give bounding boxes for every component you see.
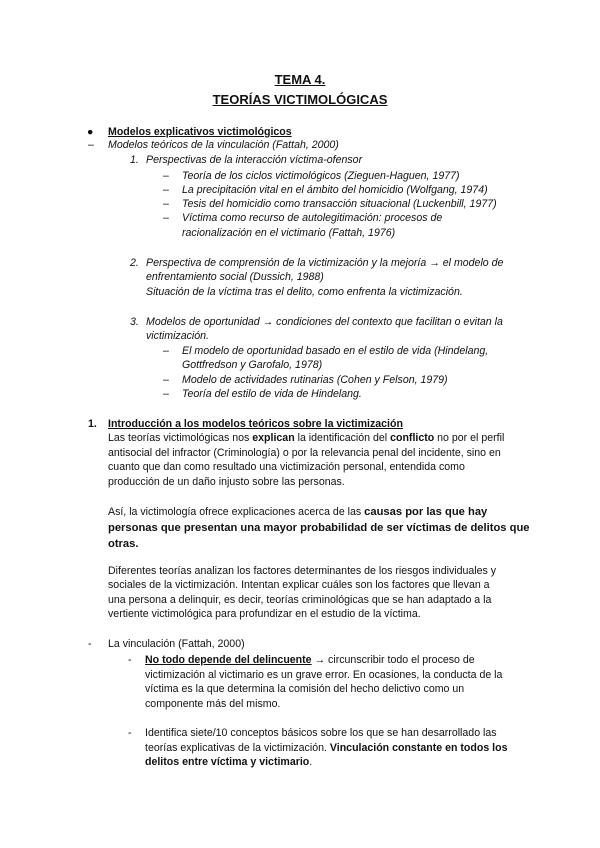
dash-marker: –	[88, 139, 94, 151]
paragraph-line: cuanto que dan como resultado una victimización personal, entendida como	[108, 461, 465, 473]
paragraph-line: componente más del mismo.	[145, 698, 281, 710]
bold-paragraph-line: otras.	[108, 538, 139, 550]
dash-marker: -	[128, 654, 132, 666]
dash-marker: –	[163, 388, 169, 400]
bold-text: No todo depende del delincuente	[145, 654, 312, 666]
section-heading: Introducción a los modelos teóricos sobre la victimización	[108, 418, 403, 430]
perspective-2-line: Situación de la víctima tras el delito, como enfrenta la victimización.	[146, 286, 463, 298]
dash-marker: –	[163, 170, 169, 182]
bold-text: Vinculación constante en todos los	[329, 742, 508, 754]
dash-marker: –	[163, 184, 169, 196]
perspective-3: Modelos de oportunidad → condiciones del contexto que facilitan o evitan la	[146, 316, 503, 328]
paragraph-line	[108, 432, 504, 445]
bold-text: conflicto	[390, 432, 435, 444]
outline-heading: Modelos explicativos victimológicos	[108, 126, 292, 138]
perspective-2: Perspectiva de comprensión de la victimización y la mejoría → el modelo de	[146, 257, 504, 269]
list-item: El modelo de oportunidad basado en el estilo de vida (Hindelang,	[182, 345, 489, 357]
paragraph-line: Identifica siete/10 conceptos básicos sobre los que se han desarrollado las	[145, 727, 497, 739]
paragraph-line: una persona a delinquir, es decir, teorías criminológicas que se han adaptado a la	[108, 594, 492, 606]
paragraph-line: producción de un daño injusto sobre las personas.	[108, 476, 345, 488]
dash-marker: –	[163, 345, 169, 357]
paragraph-line	[145, 742, 507, 755]
dash-marker: –	[163, 374, 169, 386]
dash-marker: -	[88, 638, 92, 650]
dash-marker: –	[163, 212, 169, 224]
paragraph-line: antisocial del infractor (Criminología) o por la relevancia penal del incidente, sino en	[108, 447, 501, 459]
list-number: 1.	[130, 154, 139, 166]
page-title: TEORÍAS VICTIMOLÓGICAS	[212, 92, 388, 107]
bullet-marker: ●	[87, 126, 94, 138]
list-item: La precipitación vital en el ámbito del homicidio (Wolfgang, 1974)	[182, 184, 488, 196]
dash-marker: –	[163, 198, 169, 210]
perspective-2-line: enfrentamiento social (Dussich, 1988)	[146, 271, 324, 283]
list-item: Víctima como recurso de autolegitimación: procesos de	[182, 212, 443, 224]
paragraph-line: vertiente victimológica para profundizar en el estudio de la víctima.	[108, 608, 421, 620]
list-item-continuation: Gottfredson y Garofalo, 1978)	[182, 359, 323, 371]
outline-subheading: Modelos teóricos de la vinculación (Fattah, 2000)	[108, 139, 339, 151]
paragraph-line	[145, 756, 312, 769]
paragraph-line	[108, 506, 487, 519]
list-number: 2.	[130, 257, 139, 269]
list-item: Modelo de actividades rutinarias (Cohen y Felson, 1979)	[182, 374, 448, 386]
paragraph-line: victimización al victimario es un grave error. En ocasiones, la conducta de la	[145, 669, 503, 681]
perspective-3-line: victimización.	[146, 330, 209, 342]
text-span: .	[309, 756, 313, 768]
paragraph-line: víctima es la que determina la comisión del hecho delictivo como un	[145, 683, 465, 695]
topic-number: TEMA 4.	[274, 72, 326, 87]
dash-marker: -	[128, 727, 132, 739]
section-number: 1.	[88, 418, 97, 430]
bold-text: delitos entre víctima y victimario	[145, 756, 310, 768]
text-span: la identificación del	[294, 432, 391, 444]
paragraph-line: Diferentes teorías analizan los factores determinantes de los riesgos individuales y	[108, 565, 497, 577]
paragraph-line: sociales de la victimización. Intentan explicar cuáles son los factores que llevan a	[108, 579, 490, 591]
bold-text: explican	[252, 432, 295, 444]
text-span: teorías explicativas de la victimización.	[145, 742, 330, 754]
paragraph-line	[145, 654, 475, 667]
perspective-1: Perspectivas de la interacción víctima-ofensor	[146, 154, 363, 166]
text-span: → circunscribir todo el proceso de	[311, 654, 475, 666]
bold-paragraph-line: personas que presentan una mayor probabilidad de ser víctimas de delitos que	[108, 522, 530, 534]
list-item: Teoría del estilo de vida de Hindelang.	[182, 388, 362, 400]
bold-text: causas por las que hay	[364, 506, 488, 518]
text-span: Las teorías victimológicas nos	[108, 432, 253, 444]
subsection-heading: La vinculación (Fattah, 2000)	[108, 638, 245, 650]
list-number: 3.	[130, 316, 139, 328]
list-item: Tesis del homicidio como transacción situacional (Luckenbill, 1977)	[182, 198, 497, 210]
list-item-continuation: racionalización en el victimario (Fattah, 1976)	[182, 227, 396, 239]
text-span: Así, la victimología ofrece explicaciones acerca de las	[108, 506, 365, 518]
text-span: no por el perfil	[434, 432, 505, 444]
list-item: Teoría de los ciclos victimológicos (Zieguen-Haguen, 1977)	[182, 170, 460, 182]
